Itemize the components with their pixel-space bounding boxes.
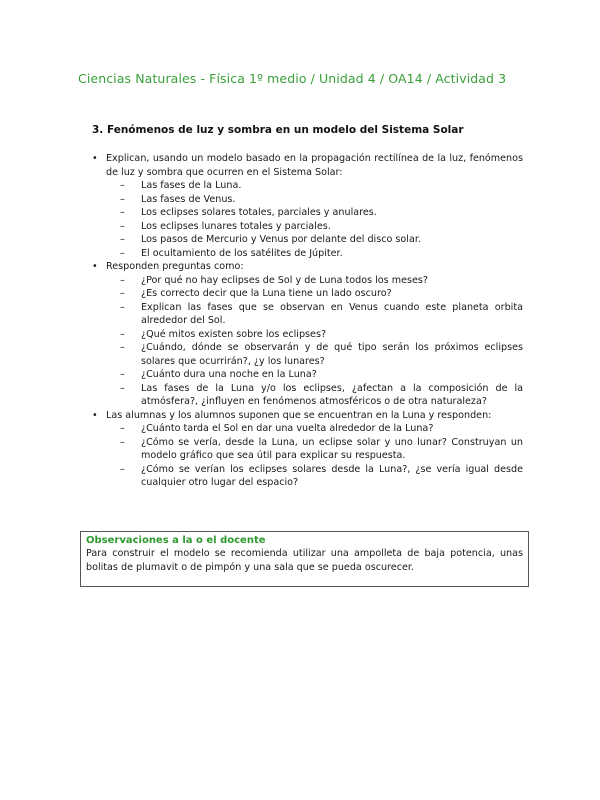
section-title: 3. Fenómenos de luz y sombra en un modelo del Sistema Solar: [92, 124, 464, 136]
sub-item: – ¿Cómo se verían los eclipses solares desde la Luna?, ¿se vería igual desde cualquier otro lugar del espacio?: [120, 463, 523, 488]
dash-icon: –: [120, 342, 125, 353]
bullet-icon: •: [92, 261, 98, 272]
sub-item: – ¿Qué mitos existen sobre los eclipses?: [120, 328, 327, 340]
dash-icon: –: [120, 234, 125, 245]
sub-item: – Los eclipses lunares totales y parciales.: [120, 220, 331, 232]
sub-item: – ¿Cuánto tarda el Sol en dar una vuelta alrededor de la Luna?: [120, 423, 434, 434]
item-text: Las alumnas y los alumnos suponen que se encuentran en la Luna y responden:: [106, 409, 492, 421]
main-list: [92, 152, 523, 490]
dash-icon: –: [120, 220, 125, 232]
dash-icon: –: [120, 288, 125, 299]
sub-item: – Explican las fases que se observan en Venus cuando este planeta orbita alrededor del Sol.: [120, 301, 523, 326]
dash-icon: –: [120, 247, 125, 259]
observations-text: Para construir el modelo se recomienda utilizar una ampolleta de baja potencia, unas bolitas de plumavit o de pimpón y una sala que se pueda oscurecer.: [86, 548, 523, 573]
page-header: Ciencias Naturales - Física 1º medio / Unidad 4 / OA14 / Actividad 3: [78, 71, 507, 86]
item-text: Explican, usando un modelo basado en la propagación rectilínea de la luz, fenómenos de luz y sombra que ocurren en el Sistema Solar:: [106, 153, 523, 178]
dash-icon: –: [120, 423, 125, 434]
sub-item: – Las fases de Venus.: [120, 193, 236, 205]
dash-icon: –: [120, 301, 125, 313]
sub-list: [106, 179, 523, 260]
dash-icon: –: [120, 274, 125, 286]
dash-icon: –: [120, 369, 125, 380]
sub-item: – ¿Cuánto dura una noche en la Luna?: [120, 369, 317, 380]
sub-item: – ¿Por qué no hay eclipses de Sol y de Luna todos los meses?: [120, 274, 428, 286]
dash-icon: –: [120, 193, 125, 205]
sub-item: – Los pasos de Mercurio y Venus por delante del disco solar.: [120, 234, 421, 245]
item-text: Responden preguntas como:: [106, 261, 244, 272]
dash-icon: –: [120, 328, 125, 340]
dash-icon: –: [120, 180, 125, 191]
sub-item: – ¿Cómo se vería, desde la Luna, un eclipse solar y uno lunar? Construyan un modelo gráfico que sea útil para explicar su respuesta.: [120, 436, 523, 461]
sub-item: – ¿Es correcto decir que la Luna tiene un lado oscuro?: [120, 288, 392, 299]
dash-icon: –: [120, 382, 125, 394]
list-item: [92, 152, 523, 260]
sub-item: – ¿Cuándo, dónde se observarán y de qué tipo serán los próximos eclipses solares que ocurrirán?, ¿y los lunares?: [120, 342, 523, 367]
sub-item: – Las fases de la Luna y/o los eclipses, ¿afectan a la composición de la atmósfera?, ¿influyen en fenómenos atmosféricos o de otra naturaleza?: [120, 382, 523, 407]
dash-icon: –: [120, 463, 125, 475]
list-item: [92, 409, 523, 490]
dash-icon: –: [120, 207, 125, 218]
bullet-icon: •: [92, 409, 98, 421]
sub-item: – Las fases de la Luna.: [120, 180, 242, 191]
sub-item: – El ocultamiento de los satélites de Júpiter.: [120, 247, 343, 259]
observations-box: [80, 531, 529, 587]
sub-list: [106, 274, 523, 409]
dash-icon: –: [120, 436, 125, 448]
bullet-icon: •: [92, 153, 98, 164]
observations-title: Observaciones a la o el docente: [86, 535, 266, 546]
list-item: [92, 260, 523, 409]
activity-content: [92, 152, 523, 490]
sub-list: [106, 422, 523, 490]
sub-item: – Los eclipses solares totales, parciales y anulares.: [120, 207, 377, 218]
